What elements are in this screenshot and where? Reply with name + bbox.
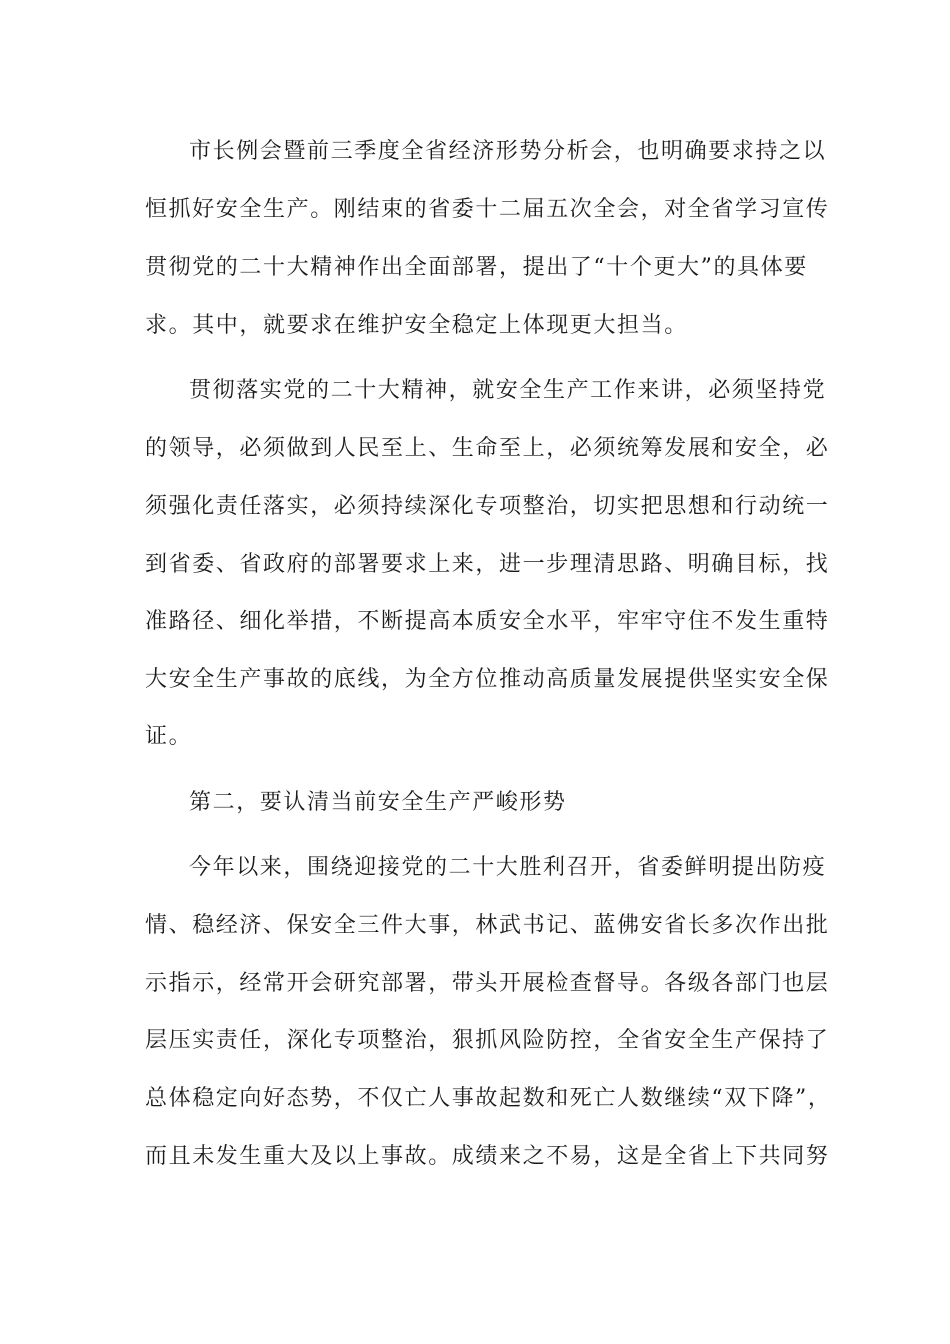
paragraph-3-line-6: 而且未发生重大及以上事故。成绩来之不易，这是全省上下共同努 [145,1144,830,1169]
paragraph-3-line-2: 情、稳经济、保安全三件大事，林武书记、蓝佛安省长多次作出批 [145,913,830,938]
paragraph-1-line-1: 市长例会暨前三季度全省经济形势分析会，也明确要求持之以 [189,139,827,164]
section-heading: 第二，要认清当前安全生产严峻形势 [189,790,567,815]
paragraph-1-line-2: 恒抓好安全生产。刚结束的省委十二届五次全会，对全省学习宣传 [145,197,830,222]
paragraph-1-line-3: 贯彻党的二十大精神作出全面部署，提出了“十个更大”的具体要 [145,255,808,280]
paragraph-2-line-1: 贯彻落实党的二十大精神，就安全生产工作来讲，必须坚持党 [189,378,827,403]
paragraph-3-line-1: 今年以来，围绕迎接党的二十大胜利召开，省委鲜明提出防疫 [189,855,827,880]
paragraph-2-line-2: 的领导，必须做到人民至上、生命至上，必须统筹发展和安全，必 [145,436,830,461]
paragraph-2-line-5: 准路径、细化举措，不断提高本质安全水平，牢牢守住不发生重特 [145,609,830,634]
paragraph-3-line-5: 总体稳定向好态势，不仅亡人事故起数和死亡人数继续“双下降”， [145,1086,832,1111]
paragraph-1-line-4: 求。其中，就要求在维护安全稳定上体现更大担当。 [145,313,688,338]
paragraph-2-line-6: 大安全生产事故的底线，为全方位推动高质量发展提供坚实安全保 [145,667,830,692]
paragraph-3-line-3: 示指示，经常开会研究部署，带头开展检查督导。各级各部门也层 [145,971,830,996]
paragraph-3-line-4: 层压实责任，深化专项整治，狠抓风险防控，全省安全生产保持了 [145,1028,830,1053]
paragraph-2-line-4: 到省委、省政府的部署要求上来，进一步理清思路、明确目标，找 [145,552,830,577]
paragraph-2-line-7: 证。 [145,724,193,749]
paragraph-2-line-3: 须强化责任落实，必须持续深化专项整治，切实把思想和行动统一 [145,494,830,519]
